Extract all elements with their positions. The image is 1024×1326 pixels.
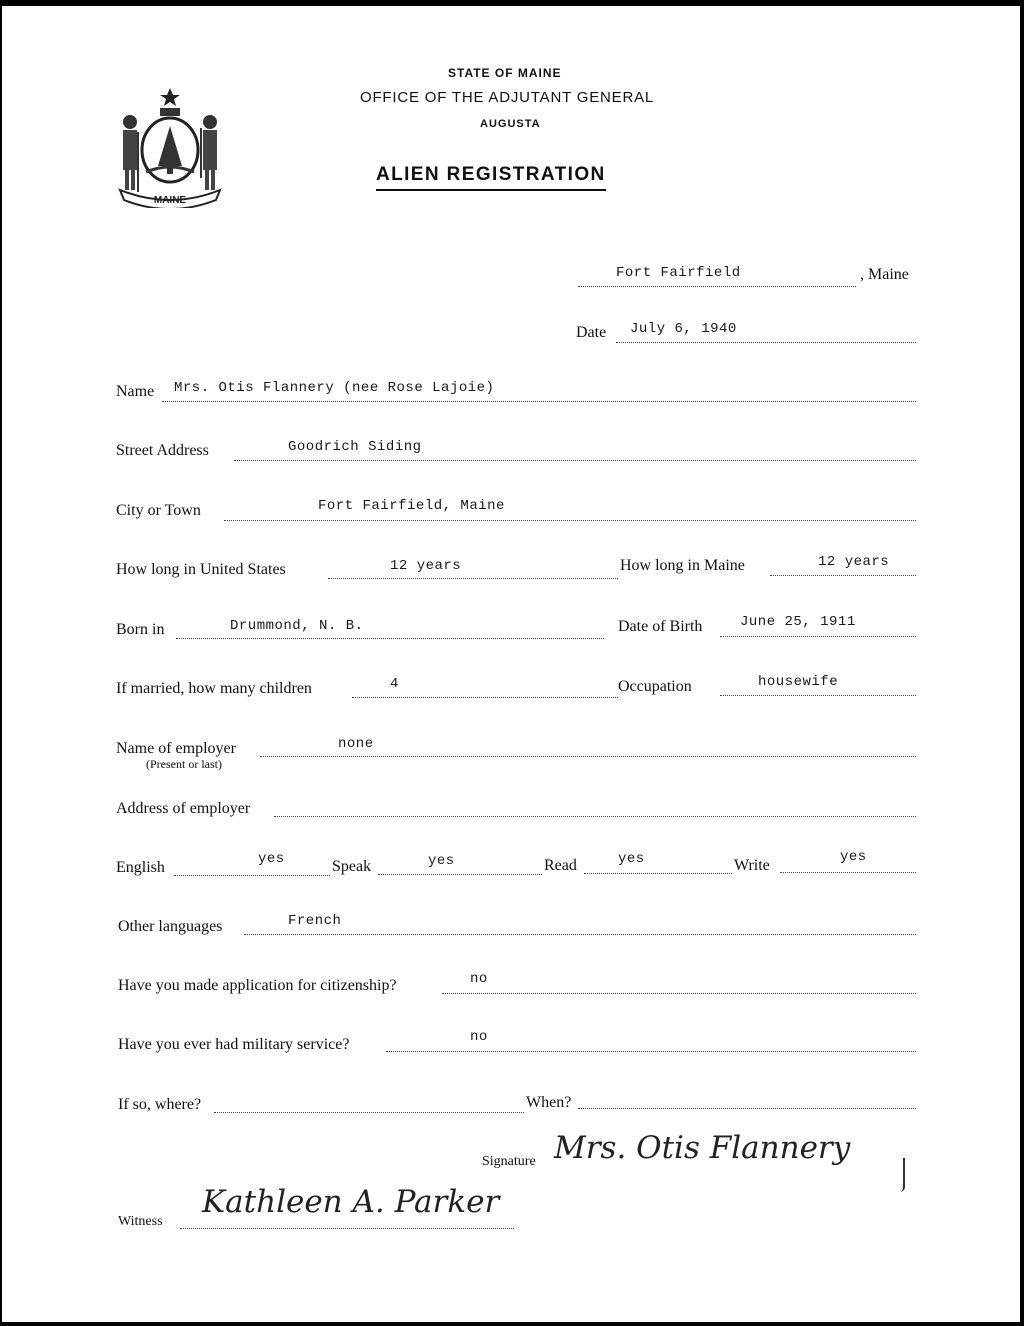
read-label: Read — [544, 857, 577, 874]
page-title: ALIEN REGISTRATION — [376, 164, 606, 191]
english-value: yes — [258, 851, 285, 867]
employer-label: Name of employer — [116, 740, 236, 757]
date-label: Date — [576, 324, 607, 341]
header-state: STATE OF MAINE — [448, 66, 562, 80]
us-duration-value: 12 years — [390, 558, 462, 574]
maine-state-seal-icon — [112, 82, 228, 208]
city-value: Fort Fairfield, Maine — [318, 498, 505, 514]
signature-label: Signature — [482, 1154, 536, 1169]
header-office: OFFICE OF THE ADJUTANT GENERAL — [360, 89, 655, 106]
military-value: no — [470, 1029, 488, 1045]
street-label: Street Address — [116, 442, 209, 459]
maine-duration-value: 12 years — [818, 554, 890, 570]
military-label: Have you ever had military service? — [118, 1036, 350, 1053]
signature-flourish — [900, 1158, 905, 1192]
employer-address-label: Address of employer — [116, 800, 251, 817]
maine-duration-label: How long in Maine — [620, 557, 745, 574]
english-label: English — [116, 859, 165, 876]
born-in-label: Born in — [116, 621, 165, 638]
place-suffix: , Maine — [860, 266, 909, 283]
witness-value: Kathleen A. Parker — [202, 1184, 500, 1220]
employer-sublabel: (Present or last) — [146, 757, 222, 771]
place-value: Fort Fairfield — [616, 265, 741, 281]
us-duration-label: How long in United States — [116, 561, 286, 578]
children-label: If married, how many children — [116, 680, 312, 697]
speak-value: yes — [428, 853, 455, 869]
when-label: When? — [526, 1094, 572, 1111]
registration-form — [2, 6, 1020, 1322]
where-label: If so, where? — [118, 1096, 202, 1113]
signature-value: Mrs. Otis Flannery — [554, 1130, 851, 1166]
street-value: Goodrich Siding — [288, 439, 422, 455]
write-value: yes — [840, 849, 867, 865]
city-label: City or Town — [116, 502, 201, 519]
date-value: July 6, 1940 — [630, 321, 737, 337]
name-label: Name — [116, 383, 155, 400]
svg-text:MAINE: MAINE — [153, 195, 187, 206]
header-city: AUGUSTA — [480, 118, 541, 130]
other-languages-label: Other languages — [118, 918, 223, 935]
dob-label: Date of Birth — [618, 618, 703, 635]
write-label: Write — [734, 857, 770, 874]
dob-value: June 25, 1911 — [740, 614, 856, 630]
name-value: Mrs. Otis Flannery (nee Rose Lajoie) — [174, 380, 495, 396]
citizenship-value: no — [470, 971, 488, 987]
witness-label: Witness — [118, 1214, 163, 1229]
occupation-value: housewife — [758, 674, 839, 690]
read-value: yes — [618, 851, 645, 867]
citizenship-label: Have you made application for citizenship? — [118, 977, 397, 994]
children-value: 4 — [390, 676, 399, 692]
speak-label: Speak — [332, 858, 372, 875]
occupation-label: Occupation — [618, 678, 692, 695]
born-in-value: Drummond, N. B. — [230, 618, 364, 634]
other-languages-value: French — [288, 913, 342, 929]
employer-value: none — [338, 736, 374, 752]
